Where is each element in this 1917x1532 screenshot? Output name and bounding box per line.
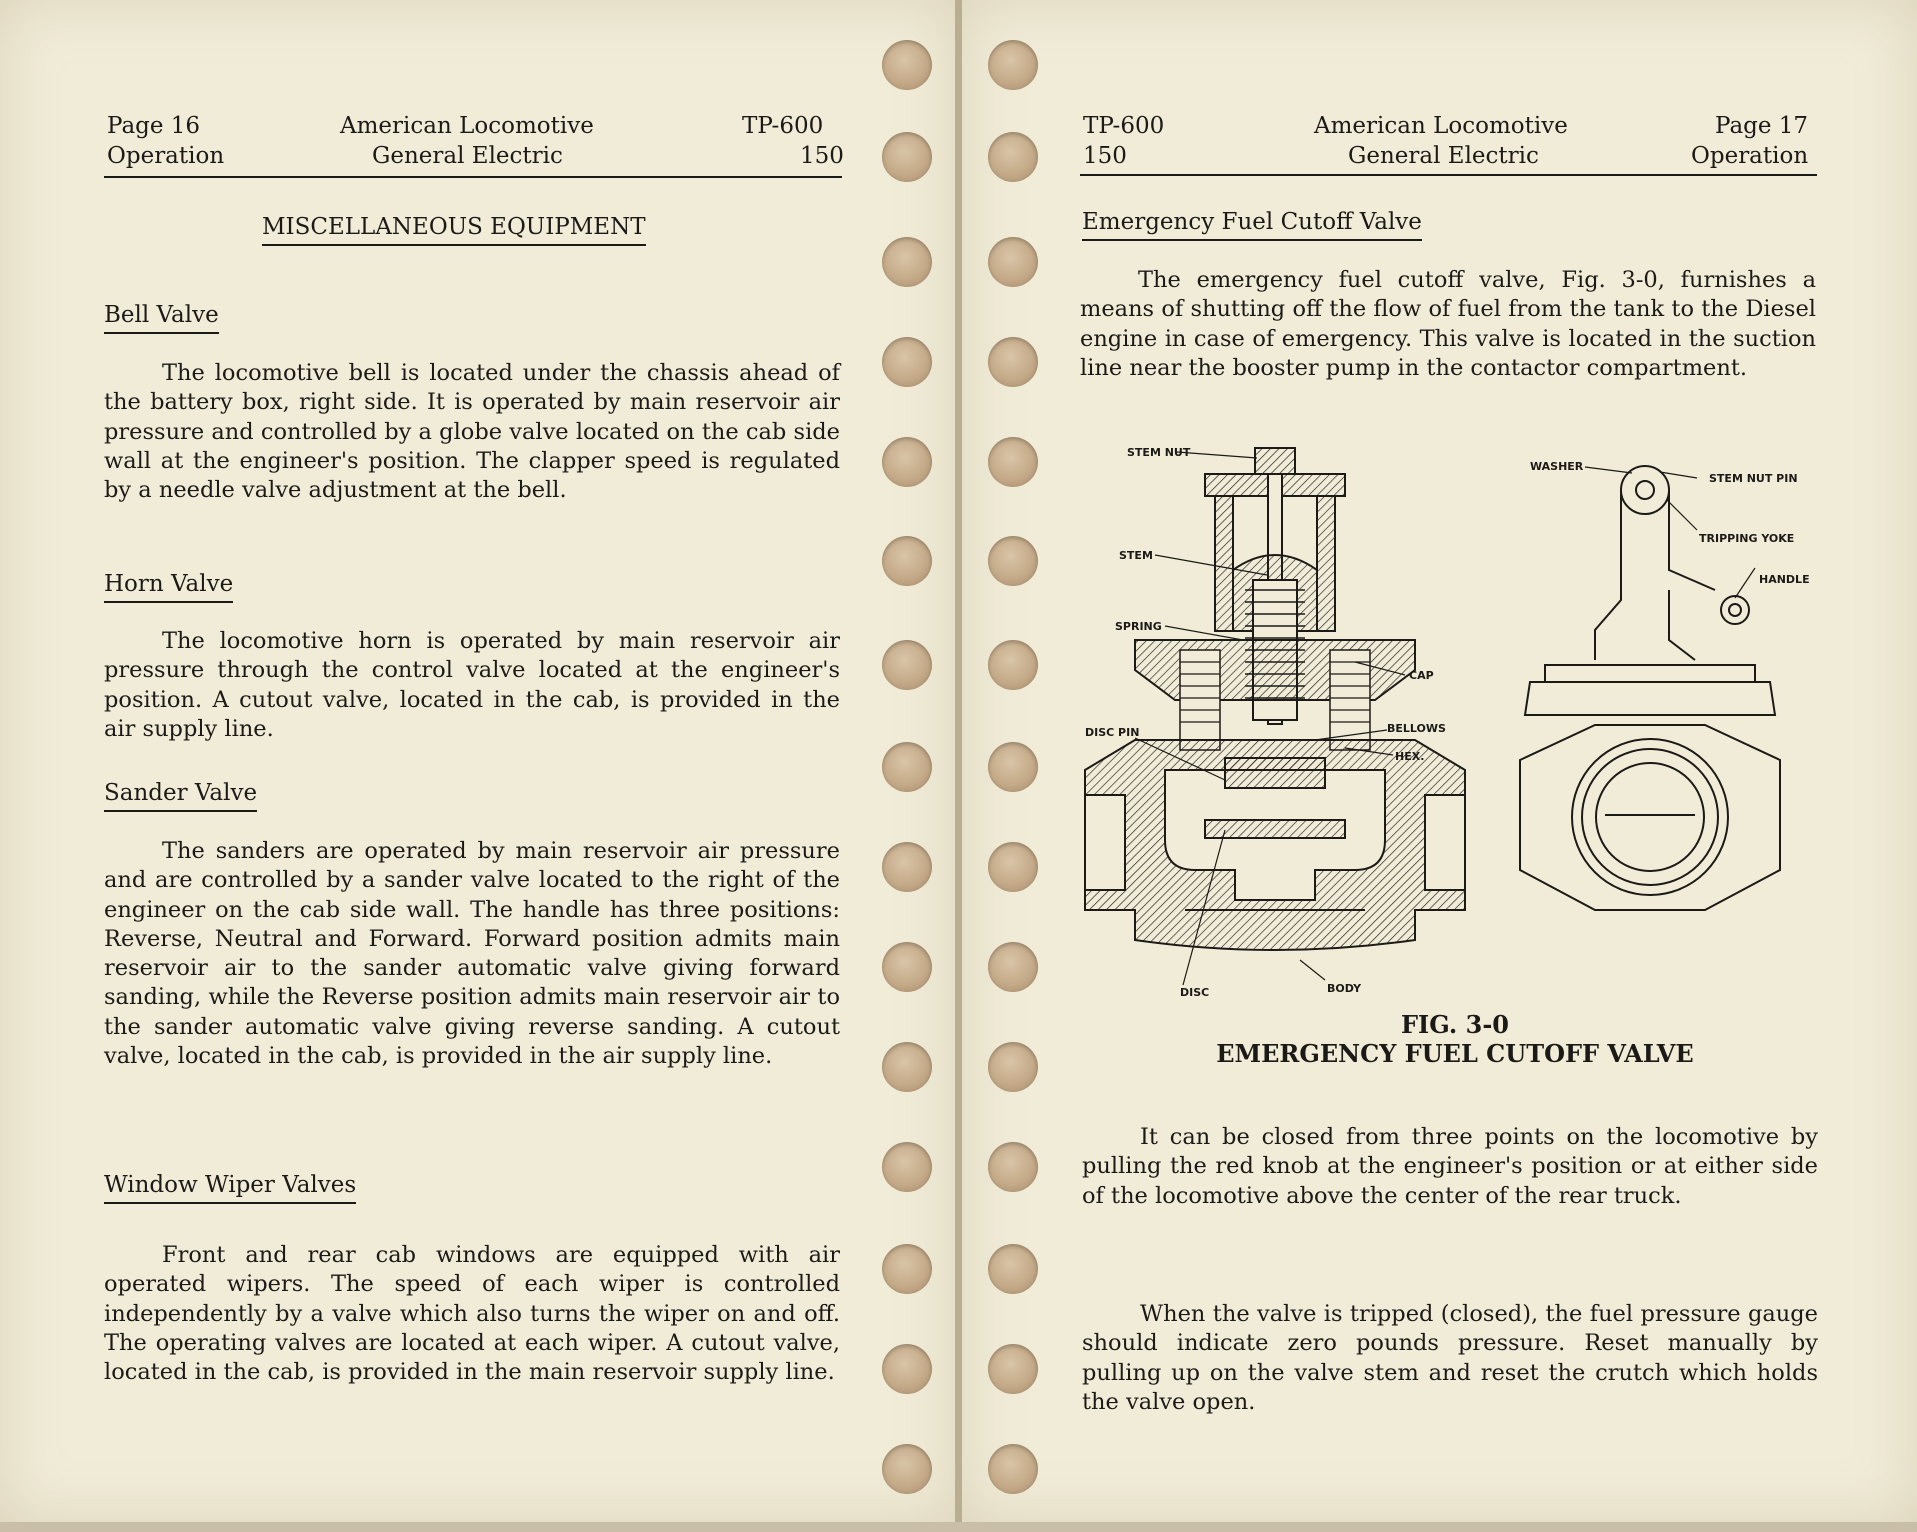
paragraph-bell-valve: The locomotive bell is located under the chassis ahead of the battery box, right side. It is operated by main reservoir air pressure and controlled by a globe valve located on the cab side wall at the engineer's position. The clapper speed is regulated by a needle valve adjustment at the bell.	[104, 360, 840, 504]
binding-hole	[988, 1244, 1038, 1294]
binding-hole	[882, 942, 932, 992]
paragraph-window-wiper-valves: Front and rear cab windows are equipped with air operated wipers. The speed of each wiper is controlled independently by a valve which also turns the wiper on and off. The operating valves are located at each wiper. A cutout valve, located in the cab, is provided in the main reservoir supply line.	[104, 1242, 840, 1386]
left-company-2: General Electric	[372, 143, 563, 169]
binding-hole	[882, 742, 932, 792]
binding-hole	[882, 437, 932, 487]
left-page-number: Page 16	[107, 113, 201, 139]
right-section-name: Operation	[1691, 143, 1809, 169]
binding-hole	[988, 640, 1038, 690]
label-disc-pin: DISC PIN	[1085, 726, 1140, 739]
left-header-rule	[104, 176, 842, 178]
paragraph-sander-valve: The sanders are operated by main reservoir air pressure and are controlled by a sander valve located to the right of the engineer on the cab side wall. The handle has three positions: Reverse, Neutral and Forward. Forward position admits main reservoir air to the sander automatic valve giving forward sanding, while the Reverse position admits main reservoir air to the sander automatic valve giving reverse sanding. A cutout valve, located in the cab, is provided in the air supply line.	[104, 838, 840, 1070]
binding-hole	[988, 437, 1038, 487]
binding-hole	[882, 1444, 932, 1494]
binding-hole	[882, 640, 932, 690]
right-company-2: General Electric	[1348, 143, 1539, 169]
right-doc-id: TP-600	[1083, 113, 1165, 139]
binding-hole	[988, 536, 1038, 586]
left-section-name: Operation	[107, 143, 225, 169]
binding-hole	[988, 237, 1038, 287]
heading-bell-valve: Bell Valve	[104, 302, 219, 334]
left-doc-number: 150	[800, 143, 844, 169]
binding-hole	[882, 1344, 932, 1394]
label-stem-nut-pin: STEM NUT PIN	[1709, 472, 1798, 485]
paragraph-fuel-cutoff-intro: The emergency fuel cutoff valve, Fig. 3-0, furnishes a means of shutting off the flow of fuel from the tank to the Diesel engine in case of emergency. This valve is located in the suction line near the booster pump in the contactor compartment.	[1080, 267, 1816, 381]
binding-hole	[988, 1344, 1038, 1394]
binding-hole	[988, 942, 1038, 992]
heading-sander-valve: Sander Valve	[104, 780, 257, 812]
paragraph-horn-valve: The locomotive horn is operated by main reservoir air pressure through the control valve located at the engineer's position. A cutout valve, located in the cab, is provided in the air supply line.	[104, 628, 840, 742]
label-stem-nut: STEM NUT	[1127, 446, 1191, 459]
binding-hole	[988, 742, 1038, 792]
label-cap: CAP	[1409, 669, 1434, 682]
binding-hole	[882, 132, 932, 182]
binding-hole	[882, 337, 932, 387]
cutaway-valve-drawing	[1085, 448, 1465, 950]
label-bellows: BELLOWS	[1387, 722, 1446, 735]
right-header-rule	[1080, 174, 1817, 176]
left-doc-id: TP-600	[742, 113, 824, 139]
figure-title: EMERGENCY FUEL CUTOFF VALVE	[1216, 1039, 1694, 1068]
label-stem: STEM	[1119, 549, 1153, 562]
binding-hole	[988, 132, 1038, 182]
binding-hole	[882, 237, 932, 287]
binding-hole	[988, 1444, 1038, 1494]
binding-gutter	[955, 0, 962, 1522]
right-company: American Locomotive	[1314, 113, 1568, 139]
heading-emergency-fuel-cutoff: Emergency Fuel Cutoff Valve	[1082, 209, 1422, 241]
label-handle: HANDLE	[1759, 573, 1810, 586]
binding-hole	[988, 1142, 1038, 1192]
paragraph-closing-points: It can be closed from three points on the locomotive by pulling the red knob at the engineer's position or at either side of the locomotive above the center of the rear truck.	[1082, 1124, 1818, 1209]
heading-horn-valve: Horn Valve	[104, 571, 233, 603]
valve-cutaway-figure	[1075, 440, 1835, 1010]
label-washer: WASHER	[1530, 460, 1584, 473]
right-doc-number: 150	[1083, 143, 1127, 169]
binding-hole	[882, 536, 932, 586]
binding-hole	[988, 842, 1038, 892]
binding-hole	[882, 1244, 932, 1294]
left-page-title: MISCELLANEOUS EQUIPMENT	[262, 214, 646, 246]
binding-hole	[882, 40, 932, 90]
binding-hole	[882, 842, 932, 892]
label-spring: SPRING	[1115, 620, 1162, 633]
label-body: BODY	[1327, 982, 1362, 995]
label-hex: HEX.	[1395, 750, 1425, 763]
figure-number: FIG. 3-0	[1401, 1010, 1509, 1039]
paragraph-reset-procedure: When the valve is tripped (closed), the fuel pressure gauge should indicate zero pounds pressure. Reset manually by pulling up on the valve stem and reset the crutch which holds the valve open.	[1082, 1301, 1818, 1415]
label-tripping-yoke: TRIPPING YOKE	[1699, 532, 1795, 545]
right-page-number: Page 17	[1715, 113, 1809, 139]
binding-hole	[988, 40, 1038, 90]
heading-window-wiper-valves: Window Wiper Valves	[104, 1172, 356, 1204]
binding-hole	[882, 1042, 932, 1092]
left-company: American Locomotive	[340, 113, 594, 139]
binding-hole	[988, 1042, 1038, 1092]
binding-hole	[988, 337, 1038, 387]
label-disc: DISC	[1180, 986, 1210, 999]
binding-hole	[882, 1142, 932, 1192]
